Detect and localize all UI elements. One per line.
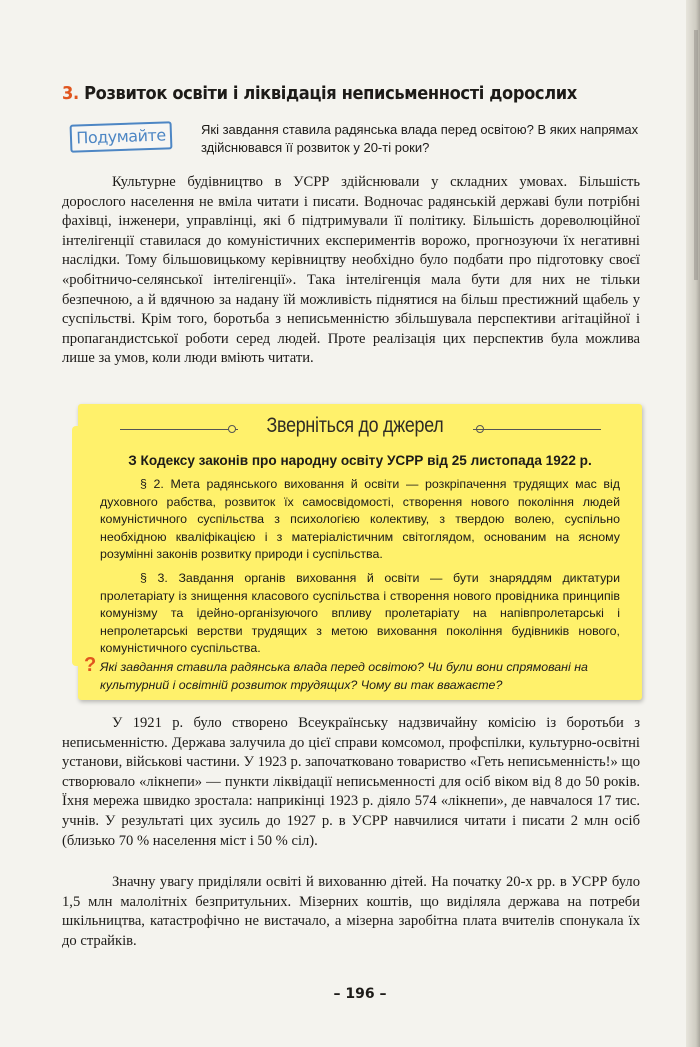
paragraph-illiteracy-commission: У 1921 р. було створено Всеукраїнську надзвичайну комісію із боротьби з неписьменністю. Держава залучила до цієї справи комсомол, профспілки, культурно-освітні установи, військові частини. У 1923 р. започатковано товариство «Геть неписьменність!» що створювало «лікнепи» — пункти ліквідації неписьменності для осіб віком від 8 до 50 років. Їхня мережа швидко зростала: наприкінці 1923 р. діяло 574 «лікнепи», де навчалося 17 тис. учнів. У результаті цих зусиль до 1927 р. в УСРР навчилися читати і писати 2 млн осіб (близько 70 % населення міст і 50 % сіл). <box>62 715 640 849</box>
page-edge <box>686 0 700 1047</box>
source-question <box>84 654 620 694</box>
source-box <box>78 404 642 700</box>
section-heading <box>62 84 601 104</box>
think-question: Які завдання ставила радянська влада перед освітою? В яких напрямах здійснювався її розвиток у 20-ті роки? <box>201 122 639 155</box>
section-title: Розвиток освіти і ліквідація неписьменності дорослих <box>84 84 577 104</box>
header-rule-left <box>120 429 238 430</box>
source-header <box>78 414 642 444</box>
header-ornament-left <box>228 425 236 433</box>
paragraph-children-education: Значну увагу приділяли освіті й вихованню дітей. На початку 20-х рр. в УСРР було 1,5 млн малолітніх безпритульних. Мізерних коштів, що виділяла держава на потреби шкільництва, катастрофічно не вистачало, а мізерна заробітна плата вчителів спонукала їх до страйків. <box>62 874 640 949</box>
think-badge: Подумайте <box>70 121 173 153</box>
question-mark-icon: ? <box>84 654 97 676</box>
source-paragraph-2: § 2. Мета радянського виховання й освіти — розкріпачення трудящих мас від духовного рабства, розвиток їх самосвідомості, створення нового покоління людей комуністичного суспільства з психологією колективу, з твердою волею, суспільно необхідною кваліфікацією і з матеріалістичним світоглядом, основаним на ясному розумінні законів розвитку природи і суспільства. <box>100 477 620 561</box>
source-title: Зверніться до джерел <box>266 414 444 437</box>
source-subtitle: З Кодексу законів про народну освіту УСРР від 25 листопада 1922 р. <box>128 453 592 468</box>
paragraph-cultural-building: Культурне будівництво в УСРР здійснювали у складних умовах. Більшість дорослого населення не вміла читати і писати. Водночас радянській державі були потрібні фахівці, інженери, управлінці, які б підтримували її політику. Більшість дореволюційної інтелігенції ставилася до комуністичних експериментів ворожо, прогнозуючи їх негативні наслідки. Тому більшовицькому керівництву необхідно було подбати про підготовку своєї «робітничо-селянської інтелігенції». Така інтелігенція мала бути для них не тільки безпечною, а й вдячною за надану їй можливість піднятися на більш престижний щабель у суспільстві. Крім того, боротьба з неписьменністю збільшувала перспективи агітаційної і пропагандистської роботи серед людей. Проте реалізація цих перспектив була можлива лише за умов, коли люди вміють читати. <box>62 174 640 367</box>
page-number: – 196 – <box>333 986 387 1002</box>
header-rule-right <box>473 429 601 430</box>
source-paragraph-3: § 3. Завдання органів виховання й освіти — бути знаряддям диктатури пролетаріату із знищення класового суспільства і створення нового провідника принципів комунізму та ідейно-організуючого впливу пролетаріату на напівпролетарські і непролетарські верстви трудящих з метою виховання покоління будівників нового, комуністичного суспільства. <box>100 571 620 655</box>
section-number: 3. <box>62 84 79 104</box>
source-question-text: Які завдання ставила радянська влада перед освітою? Чи були вони спрямовані на культурний і освітній розвиток трудящих? Чому ви так вважаєте? <box>100 660 588 692</box>
